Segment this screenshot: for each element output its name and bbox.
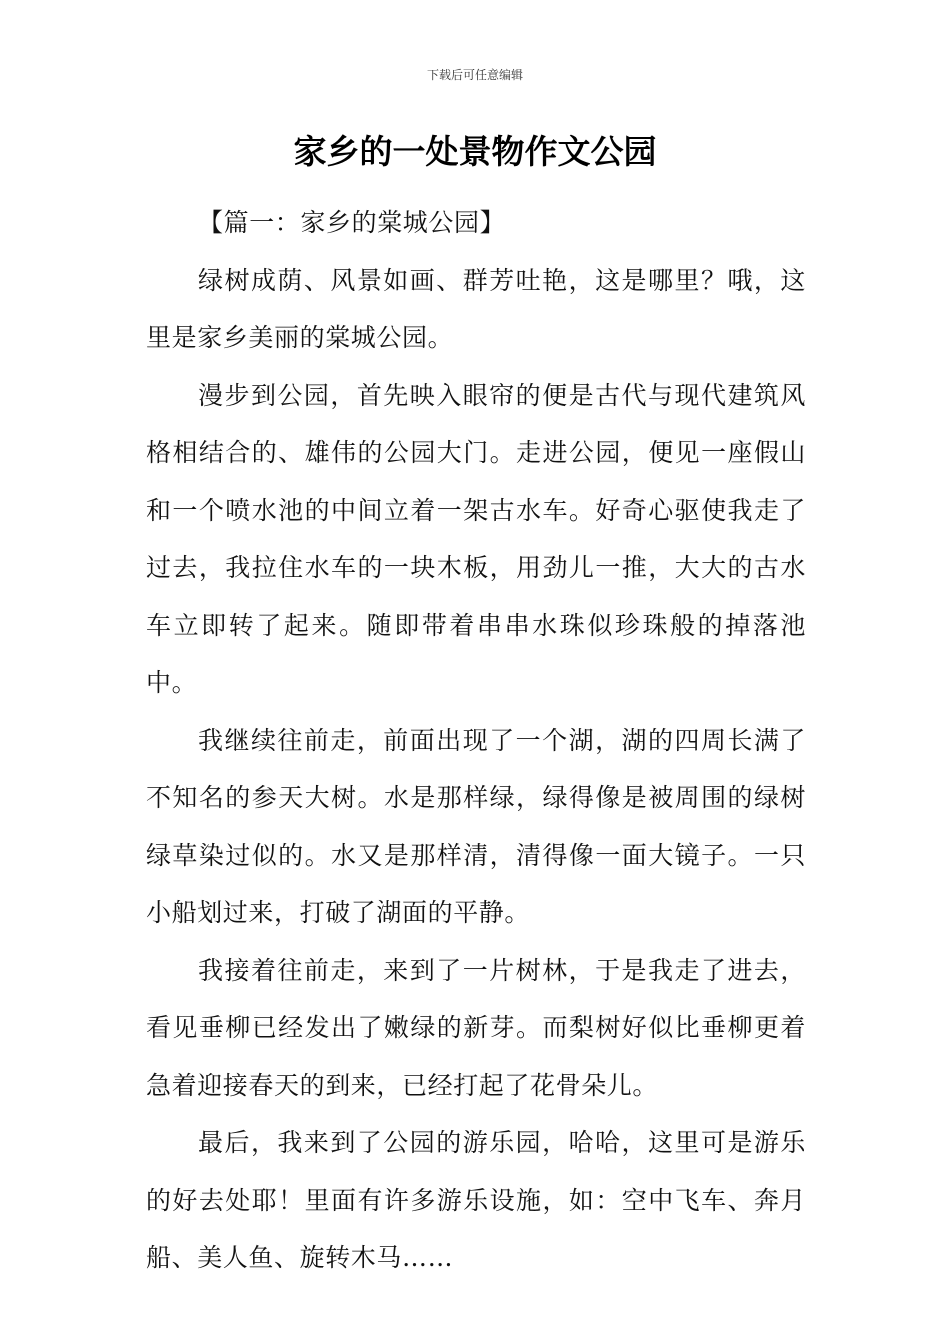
- paragraph-5: 最后，我来到了公园的游乐园，哈哈，这里可是游乐的好去处耶！里面有许多游乐设施，如：空中飞车、奔月船、美人鱼、旋转木马……: [146, 1128, 806, 1272]
- paragraph-2: 漫步到公园，首先映入眼帘的便是古代与现代建筑风格相结合的、雄伟的公园大门。走进公园，便见一座假山和一个喷水池的中间立着一架古水车。好奇心驱使我走了过去，我拉住水车的一块木板，用劲儿一推，大大的古水车立即转了起来。随即带着串串水珠似珍珠般的掉落池中。: [146, 380, 806, 697]
- document-body: [146, 194, 806, 1287]
- header-note: 下载后可任意编辑: [426, 68, 523, 82]
- section-heading: 【篇一：家乡的棠城公园】: [198, 208, 506, 237]
- paragraph-3: 我继续往前走，前面出现了一个湖，湖的四周长满了不知名的参天大树。水是那样绿，绿得像是被周围的绿树绿草染过似的。水又是那样清，清得像一面大镜子。一只小船划过来，打破了湖面的平静。: [146, 725, 806, 927]
- paragraph-4: 我接着往前走，来到了一片树林，于是我走了进去，看见垂柳已经发出了嫩绿的新芽。而梨树好似比垂柳更着急着迎接春天的到来，已经打起了花骨朵儿。: [146, 955, 806, 1100]
- paragraph-1: 绿树成荫、风景如画、群芳吐艳，这是哪里？哦，这里是家乡美丽的棠城公园。: [146, 265, 806, 352]
- document-title: 家乡的一处景物作文公园: [293, 132, 657, 171]
